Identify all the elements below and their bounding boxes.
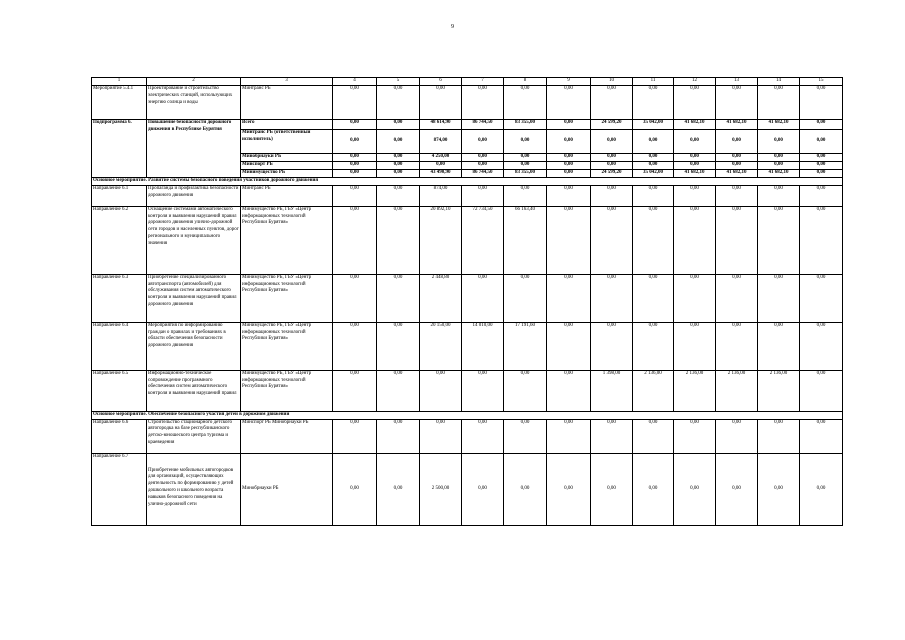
- value-cell: 0,00: [674, 162, 716, 170]
- table-row: [92, 86, 843, 120]
- value-cell: 0,00: [758, 419, 800, 453]
- value-cell: 0,00: [716, 206, 758, 274]
- value-cell: 20 892,10: [420, 206, 462, 274]
- value-cell: 0,00: [420, 86, 462, 120]
- row-executor: Минтранс РБ: [241, 86, 333, 120]
- value-cell: 0,00: [758, 274, 800, 322]
- value-cell: 874,00: [420, 130, 462, 154]
- value-cell: 20 150,00: [420, 322, 462, 370]
- row-name: Приобретение специализированного автотранспорта (автомобилей) для обслуживания систем автоматического контроля и выявления нарушений правил дорожного движения: [147, 274, 241, 322]
- value-cell: 0,00: [633, 322, 674, 370]
- row-executor: Минобрнауки РБ: [241, 453, 333, 525]
- section-row: [92, 178, 843, 186]
- value-cell: 0,00: [504, 274, 547, 322]
- value-cell: 0,00: [547, 419, 591, 453]
- value-cell: 0,00: [591, 274, 633, 322]
- value-cell: 0,00: [758, 453, 800, 525]
- section-title: Основное мероприятие. Развитие системы безопасного поведения участников дорожного движения: [92, 178, 843, 186]
- value-cell: 0,00: [420, 419, 462, 453]
- value-cell: 86 744,50: [462, 170, 504, 178]
- column-number-cell: 15: [800, 78, 843, 86]
- row-code: Направление 6.2: [92, 206, 147, 274]
- row-name: Пропаганда и профилактика безопасности дорожного движения: [147, 185, 241, 206]
- column-number-cell: 8: [504, 78, 547, 86]
- value-cell: 0,00: [758, 185, 800, 206]
- column-number-cell: 12: [674, 78, 716, 86]
- table-row: [92, 370, 843, 411]
- subprogram-executor: Всего: [241, 120, 333, 130]
- value-cell: 0,00: [633, 206, 674, 274]
- column-number-cell: 5: [377, 78, 420, 86]
- value-cell: 874,00: [420, 185, 462, 206]
- value-cell: 43 490,90: [420, 170, 462, 178]
- value-cell: 0,00: [633, 154, 674, 162]
- row-executor: Минимущество РБ, ГБУ «Центр информационных технологий Республики Бурятия»: [241, 206, 333, 274]
- value-cell: 0,00: [674, 206, 716, 274]
- value-cell: 0,00: [800, 453, 843, 525]
- value-cell: 0,00: [462, 162, 504, 170]
- value-cell: 0,00: [377, 370, 420, 411]
- value-cell: 0,00: [674, 185, 716, 206]
- subprogram-code: Подпрограмма 6.: [92, 120, 147, 178]
- column-number-cell: 2: [147, 78, 241, 86]
- value-cell: 0,00: [504, 185, 547, 206]
- value-cell: 0,00: [800, 274, 843, 322]
- value-cell: 0,00: [674, 274, 716, 322]
- value-cell: 0,00: [547, 185, 591, 206]
- column-number-cell: 11: [633, 78, 674, 86]
- value-cell: 35 042,00: [633, 120, 674, 130]
- row-name: Приобретение мобильных автогородков для организаций, осуществляющих деятельность по формированию у детей дошкольного и школьного возраста навыков безопасного поведения на улично-дорожной сети: [147, 453, 241, 525]
- value-cell: 0,00: [633, 419, 674, 453]
- value-cell: 0,00: [547, 206, 591, 274]
- value-cell: 86 744,50: [462, 120, 504, 130]
- value-cell: 0,00: [377, 453, 420, 525]
- value-cell: 0,00: [333, 154, 377, 162]
- value-cell: 0,00: [504, 162, 547, 170]
- value-cell: 0,00: [333, 453, 377, 525]
- value-cell: 0,00: [591, 162, 633, 170]
- value-cell: 83 355,00: [504, 170, 547, 178]
- value-cell: 2 448,80: [420, 274, 462, 322]
- value-cell: 0,00: [462, 453, 504, 525]
- column-number-cell: 13: [716, 78, 758, 86]
- value-cell: 0,00: [716, 162, 758, 170]
- value-cell: 0,00: [462, 370, 504, 411]
- value-cell: 0,00: [800, 206, 843, 274]
- value-cell: 0,00: [716, 185, 758, 206]
- value-cell: 0,00: [674, 154, 716, 162]
- value-cell: 0,00: [377, 120, 420, 130]
- table-row: [92, 322, 843, 370]
- value-cell: 0,00: [333, 322, 377, 370]
- row-executor: Минимущество РБ, ГБУ «Центр информационных технологий Республики Бурятия»: [241, 322, 333, 370]
- value-cell: 41 682,10: [716, 170, 758, 178]
- budget-table: [91, 77, 843, 526]
- value-cell: 0,00: [377, 170, 420, 178]
- value-cell: 72 734,50: [462, 206, 504, 274]
- value-cell: 0,00: [462, 185, 504, 206]
- value-cell: 0,00: [377, 154, 420, 162]
- subprogram-executor: Минобрнауки РБ: [241, 154, 333, 162]
- subprogram-row: [92, 120, 843, 130]
- value-cell: 0,00: [333, 162, 377, 170]
- value-cell: 0,00: [716, 154, 758, 162]
- row-name: Проектирование и строительство электрических станций, использующих энергию солнца и воды: [147, 86, 241, 120]
- value-cell: 0,00: [591, 130, 633, 154]
- value-cell: 0,00: [800, 86, 843, 120]
- value-cell: 0,00: [758, 322, 800, 370]
- table-row: [92, 206, 843, 274]
- value-cell: 0,00: [800, 162, 843, 170]
- value-cell: 41 682,10: [674, 170, 716, 178]
- value-cell: 0,00: [591, 86, 633, 120]
- value-cell: 0,00: [333, 185, 377, 206]
- value-cell: 48 614,90: [420, 120, 462, 130]
- value-cell: 0,00: [591, 322, 633, 370]
- value-cell: 1 398,00: [591, 370, 633, 411]
- row-name: Оснащение системами автоматического контроля и выявления нарушений правил дорожного движения улично-дорожной сети городов и населенных пунктов, дорог регионального и муниципального значения: [147, 206, 241, 274]
- value-cell: 0,00: [420, 162, 462, 170]
- value-cell: 0,00: [633, 162, 674, 170]
- value-cell: 0,00: [800, 120, 843, 130]
- row-code: Направление 6.7: [92, 453, 147, 525]
- value-cell: 2 136,00: [716, 370, 758, 411]
- section-row: [92, 411, 843, 419]
- value-cell: 66 163,40: [504, 206, 547, 274]
- value-cell: 0,00: [800, 170, 843, 178]
- value-cell: 0,00: [333, 130, 377, 154]
- value-cell: 0,00: [674, 419, 716, 453]
- value-cell: 0,00: [758, 86, 800, 120]
- value-cell: 0,00: [674, 130, 716, 154]
- value-cell: 0,00: [633, 86, 674, 120]
- value-cell: 0,00: [547, 453, 591, 525]
- value-cell: 0,00: [333, 86, 377, 120]
- value-cell: 41 682,10: [674, 120, 716, 130]
- value-cell: 0,00: [633, 185, 674, 206]
- column-number-cell: 6: [420, 78, 462, 86]
- row-code: Направление 6.3: [92, 274, 147, 322]
- value-cell: 0,00: [504, 370, 547, 411]
- value-cell: 0,00: [377, 86, 420, 120]
- value-cell: 0,00: [504, 453, 547, 525]
- column-number-cell: 10: [591, 78, 633, 86]
- value-cell: 0,00: [591, 453, 633, 525]
- value-cell: 0,00: [377, 185, 420, 206]
- value-cell: 2 136,00: [674, 370, 716, 411]
- value-cell: 0,00: [716, 86, 758, 120]
- value-cell: 0,00: [504, 154, 547, 162]
- value-cell: 0,00: [800, 322, 843, 370]
- value-cell: 0,00: [377, 419, 420, 453]
- value-cell: 0,00: [716, 130, 758, 154]
- value-cell: 0,00: [547, 274, 591, 322]
- table-row: [92, 274, 843, 322]
- value-cell: 0,00: [800, 419, 843, 453]
- subprogram-name: Повышение безопасности дорожного движения в Республике Бурятия: [147, 120, 241, 178]
- column-number-cell: 1: [92, 78, 147, 86]
- value-cell: 0,00: [547, 162, 591, 170]
- value-cell: 41 682,10: [716, 120, 758, 130]
- value-cell: 0,00: [420, 370, 462, 411]
- subprogram-executor: Минспорт РБ: [241, 162, 333, 170]
- value-cell: 0,00: [800, 130, 843, 154]
- row-name: Строительство стационарного детского автогородка на базе республиканского детско-юношеского центра туризма и краеведения: [147, 419, 241, 453]
- value-cell: 0,00: [716, 322, 758, 370]
- value-cell: 0,00: [333, 120, 377, 130]
- value-cell: 0,00: [462, 86, 504, 120]
- column-number-cell: 9: [547, 78, 591, 86]
- row-name: Мероприятия по информированию граждан о правилах и требованиях в области обеспечения безопасности дорожного движения: [147, 322, 241, 370]
- row-name: Информационно-техническое сопровождение программного обеспечения систем автоматического контроля и выявления нарушений правил: [147, 370, 241, 411]
- value-cell: 0,00: [547, 322, 591, 370]
- value-cell: 0,00: [333, 170, 377, 178]
- value-cell: 0,00: [333, 206, 377, 274]
- value-cell: 17 191,60: [504, 322, 547, 370]
- page-number: 9: [451, 24, 454, 30]
- value-cell: 0,00: [800, 185, 843, 206]
- value-cell: 0,00: [333, 419, 377, 453]
- value-cell: 0,00: [591, 419, 633, 453]
- value-cell: 0,00: [633, 130, 674, 154]
- value-cell: 0,00: [716, 274, 758, 322]
- value-cell: 0,00: [674, 322, 716, 370]
- row-code: Направление 6.6: [92, 419, 147, 453]
- subprogram-executor: Минимущество РБ: [241, 170, 333, 178]
- value-cell: 0,00: [716, 419, 758, 453]
- value-cell: 83 355,00: [504, 120, 547, 130]
- value-cell: 0,00: [800, 154, 843, 162]
- value-cell: 2 500,00: [420, 453, 462, 525]
- value-cell: 0,00: [800, 370, 843, 411]
- column-number-row: [92, 78, 843, 86]
- value-cell: 0,00: [462, 274, 504, 322]
- value-cell: 0,00: [504, 86, 547, 120]
- value-cell: 0,00: [377, 206, 420, 274]
- value-cell: 0,00: [758, 154, 800, 162]
- value-cell: 0,00: [504, 419, 547, 453]
- column-number-cell: 7: [462, 78, 504, 86]
- value-cell: 0,00: [547, 170, 591, 178]
- value-cell: 41 682,10: [758, 170, 800, 178]
- value-cell: 0,00: [333, 274, 377, 322]
- value-cell: 0,00: [716, 453, 758, 525]
- value-cell: 2 136,00: [633, 370, 674, 411]
- table-row: [92, 453, 843, 525]
- value-cell: 0,00: [547, 120, 591, 130]
- value-cell: 0,00: [462, 419, 504, 453]
- value-cell: 0,00: [758, 130, 800, 154]
- value-cell: 0,00: [633, 274, 674, 322]
- value-cell: 0,00: [333, 370, 377, 411]
- row-executor: Минспорт РБ Минобрнауки РБ: [241, 419, 333, 453]
- value-cell: 0,00: [462, 130, 504, 154]
- value-cell: 0,00: [591, 185, 633, 206]
- value-cell: 0,00: [547, 154, 591, 162]
- value-cell: 41 682,10: [758, 120, 800, 130]
- value-cell: 0,00: [674, 86, 716, 120]
- section-title: Основное мероприятие. Обеспечение безопасного участия детей в дорожном движении: [92, 411, 843, 419]
- value-cell: 0,00: [547, 86, 591, 120]
- column-number-cell: 4: [333, 78, 377, 86]
- value-cell: 0,00: [377, 130, 420, 154]
- row-executor: Минтранс РБ: [241, 185, 333, 206]
- value-cell: 35 042,00: [633, 170, 674, 178]
- row-code: Направление 6.1: [92, 185, 147, 206]
- value-cell: 2 136,00: [758, 370, 800, 411]
- value-cell: 0,00: [674, 453, 716, 525]
- value-cell: 4 250,00: [420, 154, 462, 162]
- value-cell: 14 010,00: [462, 322, 504, 370]
- value-cell: 0,00: [591, 206, 633, 274]
- value-cell: 0,00: [758, 206, 800, 274]
- value-cell: 0,00: [377, 162, 420, 170]
- table-row: [92, 419, 843, 453]
- value-cell: 24 599,20: [591, 120, 633, 130]
- column-number-cell: 14: [758, 78, 800, 86]
- row-code: Мероприятие 5.4.1: [92, 86, 147, 120]
- row-code: Направление 6.5: [92, 370, 147, 411]
- value-cell: 24 599,20: [591, 170, 633, 178]
- value-cell: 0,00: [377, 322, 420, 370]
- value-cell: 0,00: [462, 154, 504, 162]
- subprogram-executor: Минтранс РБ (ответственный исполнитель): [241, 130, 333, 154]
- value-cell: 0,00: [547, 370, 591, 411]
- value-cell: 0,00: [591, 154, 633, 162]
- row-executor: Минимущество РБ, ГБУ «Центр информационных технологий Республики Бурятия»: [241, 274, 333, 322]
- value-cell: 0,00: [547, 130, 591, 154]
- value-cell: 0,00: [377, 274, 420, 322]
- value-cell: 0,00: [758, 162, 800, 170]
- row-executor: Минимущество РБ, ГБУ «Центр информационных технологий Республики Бурятия»: [241, 370, 333, 411]
- row-code: Направление 6.4: [92, 322, 147, 370]
- table-row: [92, 185, 843, 206]
- value-cell: 0,00: [504, 130, 547, 154]
- value-cell: 0,00: [633, 453, 674, 525]
- column-number-cell: 3: [241, 78, 333, 86]
